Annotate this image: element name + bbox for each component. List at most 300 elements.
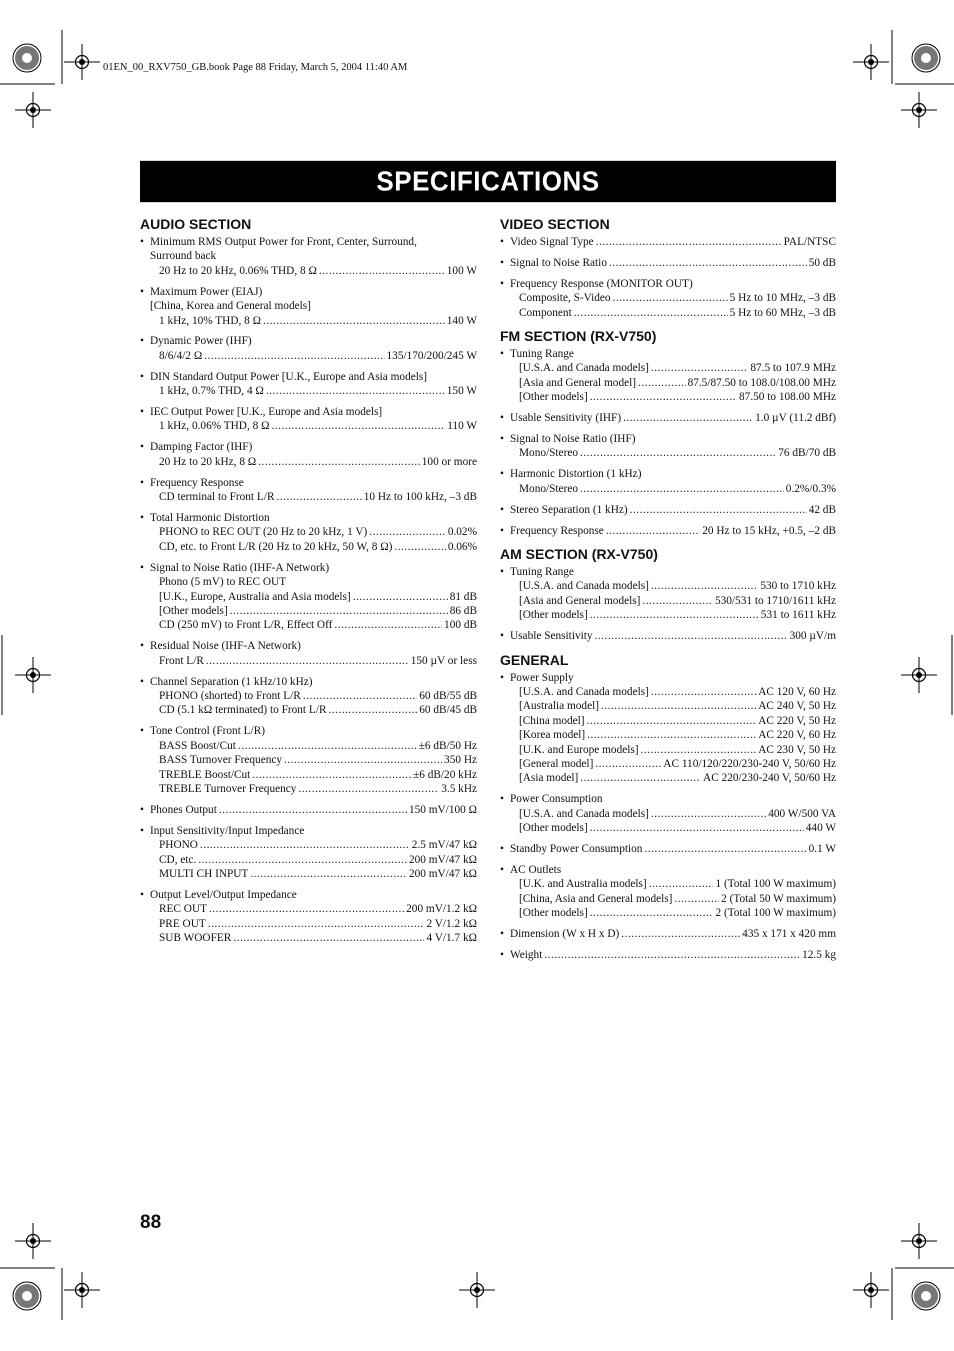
dot-leader [651,807,766,821]
spec-row [140,314,477,328]
bullet: • [500,433,504,446]
spec-value: AC 220 V, 50 Hz [758,714,836,727]
spec-key: [U.S.A. and Canada models] [519,362,649,375]
spec-key: Stereo Separation (1 kHz) [510,503,628,516]
spec-key: Mono/Stereo [519,447,578,460]
dot-leader [209,902,404,916]
bullet: • [500,468,504,481]
dot-leader [651,685,756,699]
spec-row [500,291,836,305]
spec-value: 4 V/1.7 kΩ [426,932,477,945]
dot-leader [238,739,417,753]
spec-label [500,792,836,806]
spec-row [140,349,477,363]
spec-value: PAL/NTSC [783,236,836,248]
spec-value: 87.5 to 107.9 MHz [750,362,836,375]
spec-key: [Australia model] [519,700,599,713]
spec-row [140,540,477,554]
spec-key: Composite, S-Video [519,292,611,305]
bullet: • [500,793,504,806]
spec-key: MULTI CH INPUT [159,867,249,880]
spec-label-text: Power Supply [510,671,574,684]
spec-item [500,235,836,249]
spec-item [140,639,477,668]
bullet: • [140,824,144,837]
spec-row [500,842,836,856]
dot-leader [230,604,448,618]
spec-item [140,476,477,505]
spec-value: 86 dB [449,604,477,617]
spec-key: Component [519,306,572,319]
spec-label [500,467,836,481]
spec-item [500,565,836,623]
spec-value: 81 dB [449,590,477,603]
spec-key: 20 Hz to 20 kHz, 8 Ω [159,455,257,468]
spec-key: [Asia and General models] [519,594,641,607]
spec-key: [Other models] [519,822,588,835]
spec-item [500,863,836,921]
bullet: • [140,888,144,901]
spec-key: REC OUT [159,903,208,916]
spec-row [140,838,477,852]
spec-value: 400 W/500 VA [768,807,836,820]
spec-item [500,671,836,786]
bullet: • [500,671,504,684]
spec-value: 200 mV/47 kΩ [408,867,477,880]
spec-value: 350 Hz [444,754,477,767]
spec-label-text: Tuning Range [510,566,574,578]
spec-key: [Other models] [159,604,228,617]
spec-label-text: Channel Separation (1 kHz/10 kHz) [150,675,313,688]
dot-leader [394,540,445,554]
dot-leader [204,349,384,363]
spec-item [500,411,836,425]
spec-value: 2.5 mV/47 kΩ [411,839,477,852]
bullet: • [500,524,504,537]
spec-row [500,948,836,962]
spec-row [140,917,477,931]
spec-label-text: AC Outlets [510,863,562,876]
spec-row [500,524,836,538]
dot-leader [250,867,407,881]
spec-key: PHONO to REC OUT (20 Hz to 20 kHz, 1 V) [159,526,368,539]
spec-key: [U.S.A. and Canada models] [519,685,649,698]
spec-label-text: DIN Standard Output Power [U.K., Europe and Asia models] [150,370,428,383]
spec-key: Dimension (W x H x D) [510,928,620,941]
spec-row [500,594,836,608]
spec-item [500,629,836,643]
spec-value: 3.5 kHz [441,782,477,795]
spec-value: 12.5 kg [802,948,836,961]
spec-row [500,807,836,821]
spec-value: ±6 dB/20 kHz [413,768,477,781]
spec-row [140,525,477,539]
dot-leader [580,482,784,496]
spec-label [140,675,477,689]
spec-section [140,215,477,945]
dot-leader [674,892,719,906]
spec-label [140,724,477,738]
dot-leader [623,411,753,425]
spec-key: Usable Sensitivity [510,630,593,643]
dot-leader [651,361,748,375]
spec-row [500,743,836,757]
spec-value: AC 220 V, 60 Hz [758,729,836,742]
spec-value: 42 dB [808,503,836,516]
spec-key: PHONO [159,839,198,852]
spec-value: 100 W [446,264,477,277]
spec-value: 20 Hz to 15 kHz, +0.5, –2 dB [702,524,836,537]
spec-key: 1 kHz, 10% THD, 8 Ω [159,314,262,327]
dot-leader [642,594,713,608]
spec-key: [Asia and General model] [519,376,637,389]
spec-value: 87.50 to 108.00 MHz [739,391,836,404]
spec-value: 0.1 W [808,843,836,855]
spec-value: 150 W [446,385,477,398]
spec-row [140,490,477,504]
spec-value: 531 to 1611 kHz [760,609,836,622]
spec-key: PRE OUT [159,917,206,930]
spec-row [500,361,836,375]
spec-key: Signal to Noise Ratio [510,256,607,269]
dot-leader [630,503,807,517]
spec-section [500,545,836,644]
spec-section [500,327,836,538]
spec-value: 150 mV/100 Ω [408,803,477,816]
spec-row [500,699,836,713]
bullet: • [500,630,504,643]
spec-item [500,432,836,461]
spec-label [140,249,477,263]
bullet: • [140,640,144,653]
spec-row [500,235,836,249]
spec-row [140,703,477,717]
spec-value: 1 (Total 100 W maximum) [715,878,836,891]
spec-label-text: Maximum Power (EIAJ) [150,285,263,298]
spec-key: [Other models] [519,609,588,622]
spec-row [500,608,836,622]
spec-value: 435 x 171 x 420 mm [742,928,836,941]
spec-item [140,803,477,817]
dot-leader [595,629,788,643]
spec-label [140,405,477,419]
section-heading: FM SECTION (RX-V750) [500,328,657,345]
spec-item [140,561,477,633]
spec-label-text: Dynamic Power (IHF) [150,335,252,348]
spec-key: [U.S.A. and Canada models] [519,807,649,820]
dot-leader [590,608,759,622]
spec-item [500,792,836,835]
dot-leader [198,853,407,867]
spec-row [500,892,836,906]
spec-key: [Other models] [519,391,588,404]
spec-item [500,842,836,856]
spec-label-text: Output Level/Output Impedance [150,888,297,901]
spec-value: 140 W [446,314,477,327]
spec-label [140,334,477,348]
spec-item [140,888,477,946]
spec-key: [Korea model] [519,729,586,742]
spec-row [500,757,836,771]
dot-leader [334,618,442,632]
spec-row [140,455,477,469]
spec-label-text: IEC Output Power [U.K., Europe and Asia models] [150,406,383,419]
spec-item [500,277,836,320]
spec-label-text: Input Sensitivity/Input Impedance [150,824,305,837]
bullet: • [500,928,504,941]
spec-label [140,235,477,249]
spec-label [140,888,477,902]
spec-key: CD, etc. to Front L/R (20 Hz to 20 kHz, 50 W, 8 Ω) [159,540,393,553]
spec-key: 1 kHz, 0.06% THD, 8 Ω [159,420,270,433]
dot-leader [621,927,740,941]
spec-value: 200 mV/47 kΩ [408,853,477,866]
bullet: • [500,277,504,290]
bullet: • [500,256,504,269]
bullet: • [500,948,504,961]
bullet: • [140,370,144,383]
spec-label [140,440,477,454]
dot-leader [580,446,776,460]
left-column [140,215,477,952]
spec-item [140,511,477,554]
spec-label [140,476,477,490]
spec-label-text: Tone Control (Front L/R) [150,725,265,738]
spec-value: 530/531 to 1710/1611 kHz [714,594,836,607]
spec-key: 1 kHz, 0.7% THD, 4 Ω [159,385,264,398]
spec-value: ±6 dB/50 Hz [418,739,477,752]
spec-label-text: [China, Korea and General models] [150,300,311,313]
spec-value: 10 Hz to 100 kHz, –3 dB [363,491,477,504]
dot-leader [609,256,807,270]
dot-leader [219,803,407,817]
spec-label [140,639,477,653]
spec-row [500,446,836,460]
spec-row [500,411,836,425]
spec-item [500,948,836,962]
spec-label-text: Harmonic Distortion (1 kHz) [510,468,642,481]
spec-label [140,561,477,575]
spec-item [140,675,477,718]
dot-leader [601,699,756,713]
spec-key: Frequency Response [510,524,604,537]
spec-value: 2 V/1.2 kΩ [426,917,477,930]
spec-row [140,384,477,398]
spec-row [140,264,477,278]
spec-label [140,370,477,384]
dot-leader [613,291,728,305]
spec-item [500,467,836,496]
spec-value: 200 mV/1.2 kΩ [406,903,477,916]
dot-leader [641,743,757,757]
spec-value: AC 220/230-240 V, 50/60 Hz [703,772,836,785]
spec-value: 0.2%/0.3% [785,482,836,495]
spec-row [140,803,477,817]
spec-label [500,671,836,685]
spec-value: 0.06% [447,540,477,553]
spec-value: 1.0 µV (11.2 dBf) [755,412,836,425]
spec-value: AC 230 V, 50 Hz [758,743,836,756]
spec-section [500,215,836,320]
bullet [140,249,150,263]
spec-value: 100 dB [444,619,477,632]
spec-value: AC 240 V, 50 Hz [758,700,836,713]
spec-key: Usable Sensitivity (IHF) [510,412,622,425]
bullet: • [140,561,144,574]
dot-leader [596,235,782,249]
spec-key: 20 Hz to 20 kHz, 0.06% THD, 8 Ω [159,264,317,277]
spec-item [140,235,477,278]
dot-leader [233,931,424,945]
spec-row [140,689,477,703]
spec-row [140,867,477,881]
spec-row [140,902,477,916]
spec-value: 87.5/87.50 to 108.0/108.00 MHz [687,376,836,389]
spec-value: 2 (Total 100 W maximum) [715,907,836,920]
spec-value: 76 dB/70 dB [778,447,836,460]
spec-key: BASS Turnover Frequency [159,754,283,767]
spec-key: [U.K., Europe, Australia and Asia models] [159,590,351,603]
spec-item [140,334,477,363]
spec-label-text: Damping Factor (IHF) [150,441,253,454]
spec-row [500,256,836,270]
dot-leader [595,757,661,771]
spec-label [140,511,477,525]
spec-key: PHONO (shorted) to Front L/R [159,689,301,702]
section-heading: GENERAL [500,651,569,668]
spec-key: CD, etc. [159,853,197,866]
spec-value: AC 110/120/220/230-240 V, 50/60 Hz [663,757,836,770]
spec-key: Mono/Stereo [519,482,578,495]
dot-leader [208,917,425,931]
spec-value: 440 W [805,822,836,835]
spec-key: TREBLE Turnover Frequency [159,782,297,795]
dot-leader [638,376,686,390]
bullet: • [140,335,144,348]
spec-label [500,277,836,291]
spec-item [140,285,477,328]
spec-row [500,927,836,941]
dot-leader [649,877,714,891]
spec-row [500,906,836,920]
dot-leader [644,842,806,856]
dot-leader [284,753,442,767]
bullet: • [500,412,504,425]
dot-leader [580,771,701,785]
spec-row [140,753,477,767]
spec-row [500,390,836,404]
bullet: • [500,843,504,855]
dot-leader [606,524,700,538]
spec-label-text: Minimum RMS Output Power for Front, Center, Surround, [150,236,417,248]
bullet: • [500,348,504,361]
spec-row [140,739,477,753]
spec-key: [General model] [519,757,594,770]
dot-leader [353,590,448,604]
spec-row [140,654,477,668]
spec-key: Phones Output [150,803,217,816]
spec-key: CD terminal to Front L/R [159,491,275,504]
spec-row [500,821,836,835]
spec-label [500,347,836,361]
dot-leader [258,455,420,469]
page-number: 88 [140,1212,162,1233]
dot-leader [590,390,737,404]
spec-row [500,376,836,390]
section-heading: AM SECTION (RX-V750) [500,546,658,562]
spec-value: AC 120 V, 60 Hz [758,685,836,698]
spec-row [140,931,477,945]
dot-leader [266,384,445,398]
dot-leader [590,906,714,920]
spec-value: 100 or more [421,455,477,468]
right-column [500,215,836,969]
section-heading: VIDEO SECTION [500,216,610,232]
dot-leader [276,490,361,504]
spec-row [500,482,836,496]
bullet: • [140,236,144,248]
spec-row [500,714,836,728]
spec-key: [Other models] [519,907,588,920]
spec-row [140,782,477,796]
spec-key: 8/6/4/2 Ω [159,349,203,362]
bullet: • [500,863,504,876]
spec-value: 5 Hz to 10 MHz, –3 dB [729,292,836,305]
spec-value: 300 µV/m [789,630,836,643]
section-heading: AUDIO SECTION [140,216,252,232]
dot-leader [200,838,410,852]
spec-value: 0.02% [447,526,477,539]
spec-key: Weight [510,948,543,961]
spec-row [500,503,836,517]
dot-leader [587,714,757,728]
spec-label-text: Tuning Range [510,348,574,361]
spec-key: [China, Asia and General models] [519,892,673,905]
spec-label [140,824,477,838]
spec-key: Front L/R [159,654,204,667]
spec-key: [Asia model] [519,772,579,785]
spec-value: 530 to 1710 kHz [760,580,836,593]
bullet: • [140,725,144,738]
dot-leader [369,525,446,539]
bullet: • [140,285,144,298]
dot-leader [574,306,728,320]
spec-item [500,524,836,538]
bullet: • [140,803,144,816]
spec-value: 150 µV or less [410,654,477,667]
bullet: • [140,406,144,419]
spec-label-text: Residual Noise (IHF-A Network) [150,640,301,653]
spec-row [140,604,477,618]
spec-key: BASS Boost/Cut [159,739,236,752]
spec-row [140,768,477,782]
spec-subheading: Phono (5 mV) to REC OUT [159,576,287,589]
dot-leader [298,782,439,796]
spec-item [140,370,477,399]
dot-leader [206,654,409,668]
spec-item [500,503,836,517]
spec-row [500,306,836,320]
spec-key: [U.K. and Europe models] [519,743,639,756]
spec-row [500,728,836,742]
dot-leader [303,689,417,703]
spec-item [140,440,477,469]
spec-key: [China model] [519,714,585,727]
spec-item [140,824,477,882]
spec-row [140,419,477,433]
spec-value: 50 dB [808,256,836,269]
dot-leader [587,728,756,742]
